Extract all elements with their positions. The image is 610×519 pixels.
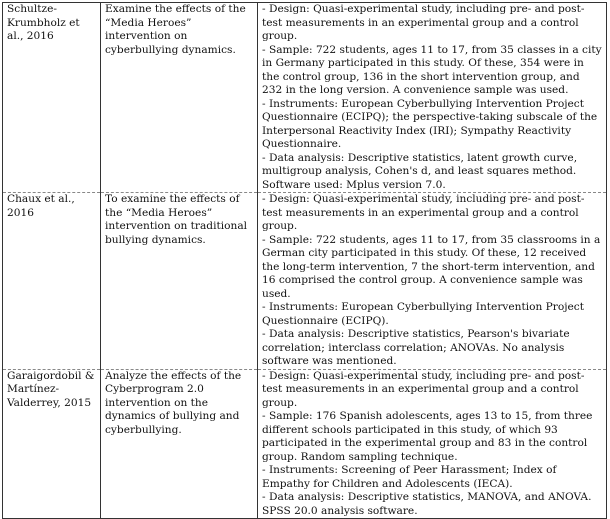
data-analysis-text: - Data analysis: Descriptive statistics, latent growth curve, multigroup analysis, Cohen's d, and least squares method. Software used: Mplus version 7.0. [262, 151, 578, 191]
design-text: - Design: Quasi-experimental study, including pre- and post-test measurements in an experimental group and a control group. [262, 193, 585, 232]
table-row [3, 3, 607, 193]
sample-text: - Sample: 722 students, ages 11 to 17, from 35 classes in a city in Germany participated in this study. Of these, 354 were in the control group, 136 in the short intervention group, and 232 in the long version. A convenience sample was used. [262, 43, 602, 96]
instruments-text: - Instruments: Screening of Peer Harassment; Index of Empathy for Children and Adolescents (IECA). [262, 464, 557, 490]
table-row [3, 369, 607, 519]
instruments-text: - Instruments: European Cyberbullying Intervention Project Questionnaire (ECIPQ); the perspective-taking subscale of the Interpersonal Reactivity Index (IRI); Sympathy Reactivity Questionnaire. [262, 97, 598, 150]
data-analysis-text: - Data analysis: Descriptive statistics, Pearson's bivariate correlation; interclass correlation; ANOVAs. No analysis software was mentioned. [262, 328, 570, 367]
sample-text: - Sample: 176 Spanish adolescents, ages 13 to 15, from three different schools participated in this study, of which 93 participated in the experimental group and 83 in the control group. Random sampling technique. [262, 410, 593, 463]
objective-cell: Examine the effects of the “Media Heroes” intervention on cyberbullying dynamics. [101, 3, 258, 193]
author-cell: Chaux et al., 2016 [3, 193, 101, 370]
details-cell [258, 3, 607, 193]
design-text: - Design: Quasi-experimental study, including pre- and post-test measurements in an experimental group and a control group. [262, 3, 585, 42]
instruments-text: - Instruments: European Cyberbullying Intervention Project Questionnaire (ECIPQ). [262, 301, 584, 327]
details-cell [258, 369, 607, 519]
objective-cell: To examine the effects of the “Media Heroes” intervention on traditional bullying dynamics. [101, 193, 258, 370]
author-cell: Garaigordobil & Martínez-Valderrey, 2015 [3, 369, 101, 519]
design-text: - Design: Quasi-experimental study, including pre- and post-test measurements in an experimental group and a control group. [262, 369, 585, 409]
table-row [3, 193, 607, 370]
studies-table [2, 2, 607, 519]
details-cell [258, 193, 607, 370]
data-analysis-text: - Data analysis: Descriptive statistics, MANOVA, and ANOVA. SPSS 20.0 analysis software. [262, 491, 592, 517]
author-cell: Schultze-Krumbholz et al., 2016 [3, 3, 101, 193]
sample-text: - Sample: 722 students, ages 11 to 17, from 35 classrooms in a German city participated in this study. Of these, 12 received the long-term intervention, 7 the short-term intervention, and 16 comprised the control group. A convenience sample was used. [262, 233, 601, 300]
objective-cell: Analyze the effects of the Cyberprogram 2.0 intervention on the dynamics of bullying and cyberbullying. [101, 369, 258, 519]
